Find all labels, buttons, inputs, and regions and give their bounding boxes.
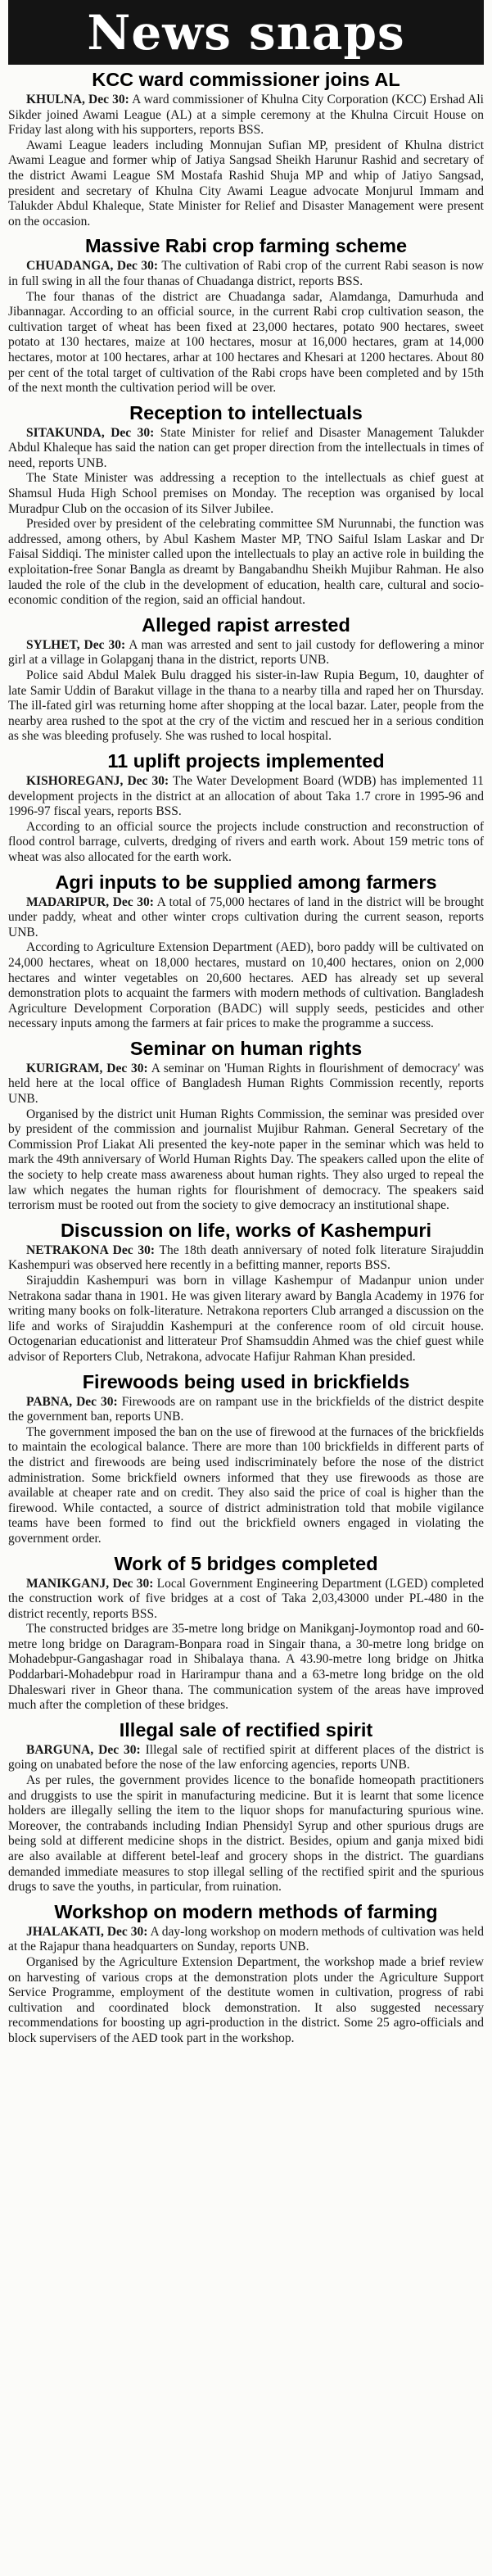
story-text: According to an official source the projects include construction and reconstruction of flood control barrage, culverts, dredging of rivers and earth work. About 159 metric tons of wheat was also allocated for the earth work. xyxy=(8,819,484,864)
story-paragraph xyxy=(8,1622,484,1714)
news-story xyxy=(8,613,484,745)
story-text: Local Government Engineering Department (LGED) completed the construction work of five bridges at a cost of Taka 2,03,43000 under PL-480 in the district recently, reports BSS. xyxy=(8,1576,484,1621)
story-dateline: NETRAKONA Dec 30: xyxy=(26,1243,156,1257)
story-dateline: PABNA, Dec 30: xyxy=(26,1394,118,1409)
story-text: A day-long workshop on modern methods of cultivation was held at the Rajapur thana headquarters on Sunday, reports UNB. xyxy=(8,1924,484,1954)
story-dateline: BARGUNA, Dec 30: xyxy=(26,1742,141,1757)
story-paragraph xyxy=(8,259,484,289)
story-text: Presided over by president of the celebrating committee SM Nurunnabi, the function was addressed, among others, by Abul Kashem Master MP, TNO Saiful Islam Laskar and Dr Faisal Siddiqi. The minister called upon the intellectuals to play an active role in building the exploitation-free Sonar Bangla as dreamt by Bangabandhu Sheikh Mujibur Rahman. He also lauded the role of the club in the development of education, health care, cultural and socio-economic condition of the region, said an official handout. xyxy=(8,517,484,608)
news-story xyxy=(8,1370,484,1547)
story-paragraph xyxy=(8,426,484,472)
story-text: Awami League leaders including Monnujan Sufian MP, president of Khulna district Awami League and former whip of Jatiya Sangsad Sheikh Harunur Rashid and secretary of the district Awami League SM Mostafa Rashid Shuja MP and whip of Jatiyo Sangsad, president and secretary of Khulna City Awami League advocate Monjurul Immam and Talukder Abdul Khaleque, State Minister for Relief and Disaster Management were present on the occasion. xyxy=(8,138,484,229)
story-text: Illegal sale of rectified spirit at different places of the district is going on unabated before the nose of the law enforcing agencies, reports UNB. xyxy=(8,1742,484,1772)
story-dateline: JHALAKATI, Dec 30: xyxy=(26,1924,148,1939)
story-text: Organised by the district unit Human Rights Commission, the seminar was presided over by president of the commission and journalist Mujibur Rahman. General Secretary of the Commission Prof Liakat Ali presented the key-note paper in the seminar which was held to mark the 49th anniversary of World Human Rights Day. The speakers called upon the elite of the society to help create mass awareness about human rights. They also urged to repeal the law which negates the human rights for flourishment of democracy. The speakers said terrorism must be rooted out from the society to give democracy an institutional shape. xyxy=(8,1107,484,1213)
story-text: The four thanas of the district are Chuadanga sadar, Alamdanga, Damurhuda and Jibannagar. According to an official source, in the current Rabi crop cultivation season, the cultivation target of wheat has been fixed at 23,000 hectares, potato 900 hectares, sweet potato at 130 hectares, maize at 100 hectares, mosur at 16,000 hectares, gram at 14,000 hectares, motor at 100 hectares, arhar at 100 hectares and Khesari at 1200 hectares. About 80 per cent of the total target of cultivation of the Rabi crops have been completed and by 15th of the next month the cultivation period will be over. xyxy=(8,289,484,396)
stories-column xyxy=(8,68,484,2047)
story-paragraph xyxy=(8,93,484,138)
story-text: Police said Abdul Malek Bulu dragged his sister-in-law Rupia Begum, 10, daughter of late Samir Uddin of Barakut village in the thana to a nearby tilla and raped her on Thursday. The ill-fated girl was returning home after shopping at the local bazar. Later, people from the nearby area rushed to the spot at the cry of the victim and rescued her in a serious condition as she was bleeding profusely. She was rushed to local hospital. xyxy=(8,668,484,744)
story-paragraph xyxy=(8,517,484,609)
news-story xyxy=(8,749,484,866)
news-story xyxy=(8,234,484,396)
story-headline: Workshop on modern methods of farming xyxy=(54,1900,438,1922)
story-headline: Alleged rapist arrested xyxy=(142,613,350,636)
story-paragraph xyxy=(8,1395,484,1425)
story-paragraph xyxy=(8,1425,484,1547)
story-paragraph xyxy=(8,1577,484,1623)
news-story xyxy=(8,401,484,609)
story-dateline: KISHOREGANJ, Dec 30: xyxy=(26,773,169,788)
story-text: A man was arrested and sent to jail custody for deflowering a minor girl at a village in Golapganj thana in the district, reports UNB. xyxy=(8,637,484,668)
story-paragraph xyxy=(8,638,484,668)
story-paragraph xyxy=(8,1243,484,1274)
news-story xyxy=(8,1718,484,1895)
story-paragraph xyxy=(8,471,484,517)
story-text: Firewoods are on rampant use in the brickfields of the district despite the government ban, reports UNB. xyxy=(8,1394,485,1424)
story-text: Organised by the Agriculture Extension Department, the workshop made a brief review on harvesting of various crops at the demonstration plots under the Agriculture Support Service Programme, employment of the destitute women in cultivation, progress of rabi cultivation and coordinated block demonstration. It also suggested necessary recommendations for boosting up agri-production in the district. Some 25 agro-officials and block supervisers of the AED took part in the workshop. xyxy=(8,1954,484,2045)
story-headline: Agri inputs to be supplied among farmers xyxy=(55,871,437,893)
story-paragraph xyxy=(8,1107,484,1214)
news-story xyxy=(8,1900,484,2047)
story-text: The Water Development Board (WDB) has implemented 11 development projects in the district at an allocation of about Taka 1.7 crore in 1995-96 and 1996-97 fiscal years, reports BSS. xyxy=(8,773,484,819)
story-paragraph xyxy=(8,1274,484,1365)
story-headline: Illegal sale of rectified spirit xyxy=(119,1718,373,1741)
story-text: State Minister for relief and Disaster Management Talukder Abdul Khaleque has said the nation can get proper direction from the intellectuals in times of need, reports UNB. xyxy=(8,425,484,470)
story-text: The government imposed the ban on the use of firewood at the furnaces of the brickfields to maintain the ecological balance. There are more than 100 brickfields in different parts of the district and firewoods are being used indiscriminately before the nose of the district administration. Some brickfield owners informed that they use firewoods as those are available at cheaper rate and on credit. They also said the price of coal is higher than the firewood. While contacted, a source of district administration told that mobile vigilance teams have been formed to find out the brickfield owners engaged in violating the government order. xyxy=(8,1424,484,1546)
story-paragraph xyxy=(8,138,484,230)
story-dateline: KURIGRAM, Dec 30: xyxy=(26,1061,148,1075)
story-text: A seminar on 'Human Rights in flourishment of democracy' was held here at the local office of Bangladesh Human Rights Commission recently, reports UNB. xyxy=(8,1061,485,1107)
story-text: The State Minister was addressing a reception to the intellectuals as chief guest at Shamsul Huda High School premises on Monday. The reception was organised by local Muradpur Club on the occasion of its Silver Jubilee. xyxy=(8,471,484,516)
story-dateline: MANIKGANJ, Dec 30: xyxy=(26,1576,154,1591)
story-headline: Firewoods being used in brickfields xyxy=(82,1370,410,1392)
news-story xyxy=(8,871,484,1032)
story-headline: Massive Rabi crop farming scheme xyxy=(84,235,408,257)
masthead-title: News snaps xyxy=(8,0,484,65)
story-dateline: SYLHET, Dec 30: xyxy=(26,637,126,652)
story-paragraph xyxy=(8,820,484,866)
news-story xyxy=(8,1552,484,1714)
story-headline: KCC ward commissioner joins AL xyxy=(92,69,400,90)
story-paragraph xyxy=(8,774,484,820)
story-text: According to Agriculture Extension Department (AED), boro paddy will be cultivated on 24,000 hectares, wheat on 18,000 hectares, mustard on 10,400 hectares, onion on 2,000 hectares and winter vegetables on 20,600 hectares. AED has already set up several demonstration plots to acquaint the farmers with modern methods of cultivation. Bangladesh Agriculture Development Corporation (BADC) will supply seeds, pesticides and other necessary inputs among the farmers at fair prices to make the programme a success. xyxy=(8,940,484,1031)
story-text: The constructed bridges are 35-metre long bridge on Manikganj-Joymontop road and 60-metre long bridge on Daragram-Bonpara road in Singair thana, a 30-metre long bridge on Mohadebpur-Gangashagar road in Shibalaya thana. A 43.90-metre long bridge on Jhitka Poddarbari-Mohadebpur road in Harirampur thana and a 63-metre long bridge on the old Dhaleswari river in Gheor thana. The communication system of the areas have improved much after the completion of these bridges. xyxy=(8,1622,484,1713)
story-paragraph xyxy=(8,1062,484,1107)
story-dateline: SITAKUNDA, Dec 30: xyxy=(26,425,155,440)
story-text: The cultivation of Rabi crop of the current Rabi season is now in full swing in all the four thanas of Chuadanga district, reports BSS. xyxy=(8,259,484,288)
story-text: As per rules, the government provides licence to the bonafide homeopath practitioners and druggists to use the spirit in manufacturing medicine. But it is learnt that some licence holders are illegally selling the item to the liquor shops for manufacturing spurious wine. Moreover, the contrabands including Indian Phensidyl Syrup and other spurious drugs are being sold at different medicine shops in the district. Besides, opium and ganja mixed bidi are also available at different betel-leaf and grocery shops in the district. The guardians demanded immediate measures to stop illegal selling of the rectified spirit and the spurious drugs to save the youths, in particular, from ruination. xyxy=(8,1773,484,1895)
story-paragraph xyxy=(8,1925,484,1955)
story-dateline: CHUADANGA, Dec 30: xyxy=(26,259,159,274)
story-paragraph xyxy=(8,895,484,941)
story-paragraph xyxy=(8,668,484,745)
story-text: The 18th death anniversary of noted folk literature Sirajuddin Kashempuri was observed here recently in a befitting manner, reports BSS. xyxy=(8,1243,484,1273)
story-paragraph xyxy=(8,940,484,1032)
story-headline: Discussion on life, works of Kashempuri xyxy=(60,1219,432,1241)
story-text: A total of 75,000 hectares of land in the district will be brought under paddy, wheat and other winter crops cultivation during the current season, reports UNB. xyxy=(8,894,484,939)
story-text: Sirajuddin Kashempuri was born in village Kashempur of Madanpur union under Netrakona sadar thana in 1901. He was given literary award by Bangla Academy in 1976 for writing many books on folk-literature. Netrakona reporters Club arranged a discussion on the life and works of Sirajuddin Kashempuri at the conference room of old circuit house. Octogenarian educationist and litterateur Prof Shamsuddin Ahmed was the chief guest while advisor of Reporters Club, Netrakona, advocate Hafijur Rahman Khan presided. xyxy=(8,1274,484,1364)
story-headline: Reception to intellectuals xyxy=(129,401,363,423)
story-text: A ward commissioner of Khulna City Corporation (KCC) Ershad Ali Sikder joined Awami League (AL) at a simple ceremony at the Khulna Circuit House on Friday last along with his supporters, reports BSS. xyxy=(8,93,484,138)
news-story xyxy=(8,1219,484,1365)
news-story xyxy=(8,68,484,229)
story-dateline: KHULNA, Dec 30: xyxy=(26,93,129,106)
story-paragraph xyxy=(8,290,484,396)
story-headline: 11 uplift projects implemented xyxy=(107,749,385,772)
story-dateline: MADARIPUR, Dec 30: xyxy=(26,894,154,909)
story-paragraph xyxy=(8,1743,484,1773)
story-paragraph xyxy=(8,1955,484,2047)
story-headline: Work of 5 bridges completed xyxy=(114,1552,378,1574)
story-paragraph xyxy=(8,1773,484,1895)
news-story xyxy=(8,1037,484,1214)
story-headline: Seminar on human rights xyxy=(129,1037,363,1059)
